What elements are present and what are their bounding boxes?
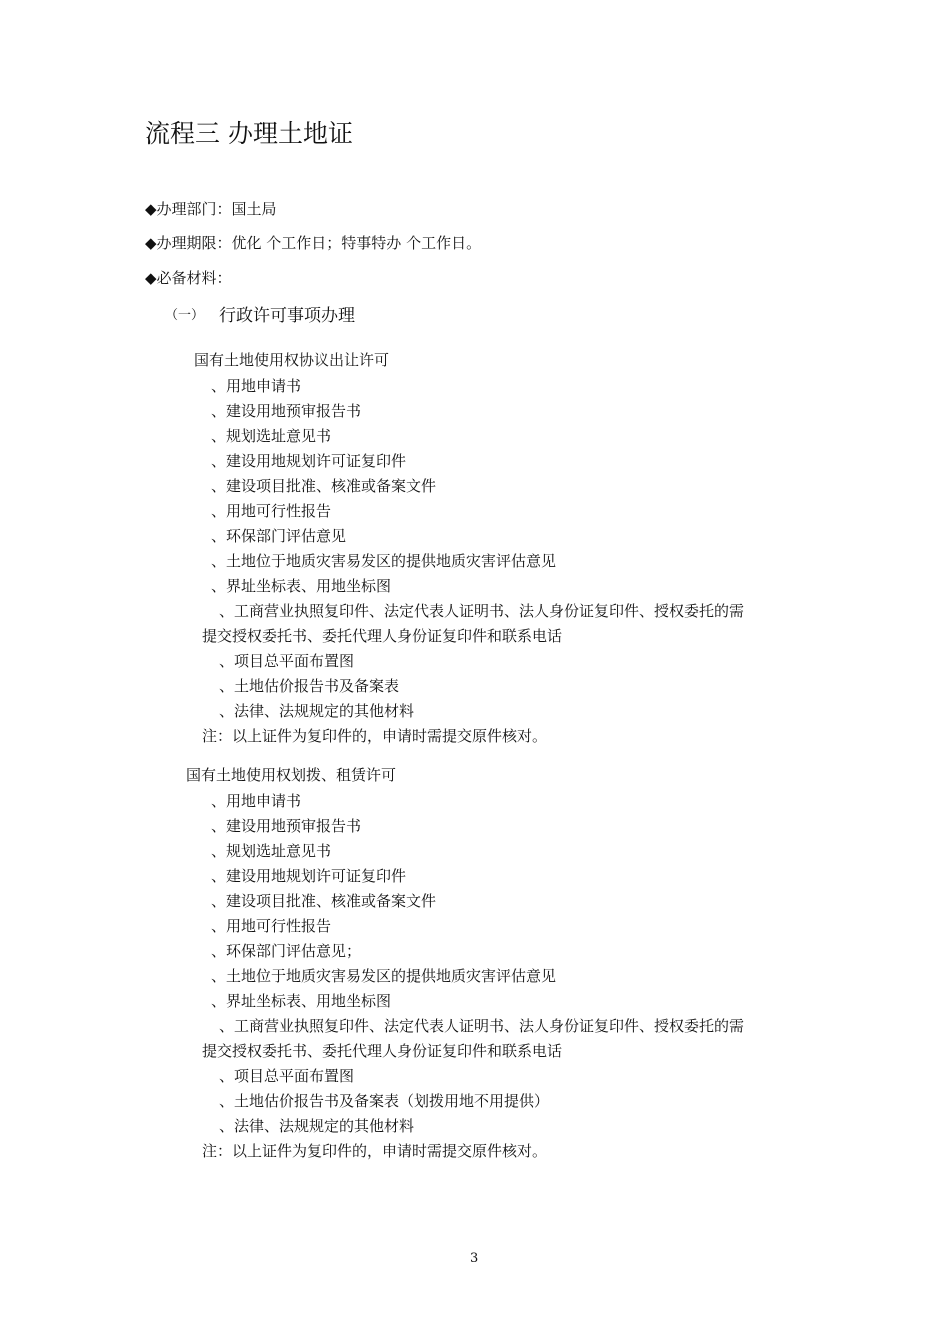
page-title: 流程三 办理土地证	[145, 119, 353, 148]
list-item: 、工商营业执照复印件、法定代表人证明书、法人身份证复印件、授权委托的需	[219, 602, 745, 620]
list-item: 、建设用地预审报告书	[211, 402, 362, 420]
page-number: 3	[470, 1251, 479, 1266]
list-item: 、土地位于地质灾害易发区的提供地质灾害评估意见	[211, 552, 557, 570]
department-line: ◆办理部门：国土局	[145, 200, 277, 218]
materials-line: ◆必备材料：	[145, 269, 232, 287]
list-item: 、法律、法规规定的其他材料	[219, 1117, 415, 1135]
list-item: 、建设项目批准、核准或备案文件	[211, 892, 437, 910]
list-item-continuation: 提交授权委托书、委托代理人身份证复印件和联系电话	[202, 627, 563, 645]
list-item: 、用地申请书	[211, 792, 302, 810]
list-item: 、用地可行性报告	[211, 502, 332, 520]
list-item: 、用地可行性报告	[211, 917, 332, 935]
list-item: 、建设项目批准、核准或备案文件	[211, 477, 437, 495]
group1-heading: 国有土地使用权协议出让许可	[194, 351, 390, 369]
list-item: 、建设用地规划许可证复印件	[211, 452, 407, 470]
group2-heading: 国有土地使用权划拨、租赁许可	[186, 766, 397, 784]
list-item-continuation: 提交授权委托书、委托代理人身份证复印件和联系电话	[202, 1042, 563, 1060]
section-number: （一）	[165, 308, 205, 323]
list-item: 、规划选址意见书	[211, 842, 332, 860]
list-item: 、土地位于地质灾害易发区的提供地质灾害评估意见	[211, 967, 557, 985]
list-item: 、土地估价报告书及备案表	[219, 677, 400, 695]
list-item: 、工商营业执照复印件、法定代表人证明书、法人身份证复印件、授权委托的需	[219, 1017, 745, 1035]
list-item: 、土地估价报告书及备案表（划拨用地不用提供）	[219, 1092, 550, 1110]
list-item: 、法律、法规规定的其他材料	[219, 702, 415, 720]
list-item: 、项目总平面布置图	[219, 652, 355, 670]
group2-note: 注：以上证件为复印件的，申请时需提交原件核对。	[202, 1142, 548, 1160]
list-item: 、用地申请书	[211, 377, 302, 395]
period-line: ◆办理期限：优化 个工作日；特事特办 个工作日。	[145, 234, 482, 252]
group1-note: 注：以上证件为复印件的，申请时需提交原件核对。	[202, 727, 548, 745]
section-title: 行政许可事项办理	[219, 306, 355, 326]
list-item: 、建设用地预审报告书	[211, 817, 362, 835]
list-item: 、界址坐标表、用地坐标图	[211, 992, 392, 1010]
list-item: 、界址坐标表、用地坐标图	[211, 577, 392, 595]
list-item: 、项目总平面布置图	[219, 1067, 355, 1085]
list-item: 、环保部门评估意见；	[211, 942, 362, 960]
list-item: 、环保部门评估意见	[211, 527, 347, 545]
list-item: 、规划选址意见书	[211, 427, 332, 445]
list-item: 、建设用地规划许可证复印件	[211, 867, 407, 885]
